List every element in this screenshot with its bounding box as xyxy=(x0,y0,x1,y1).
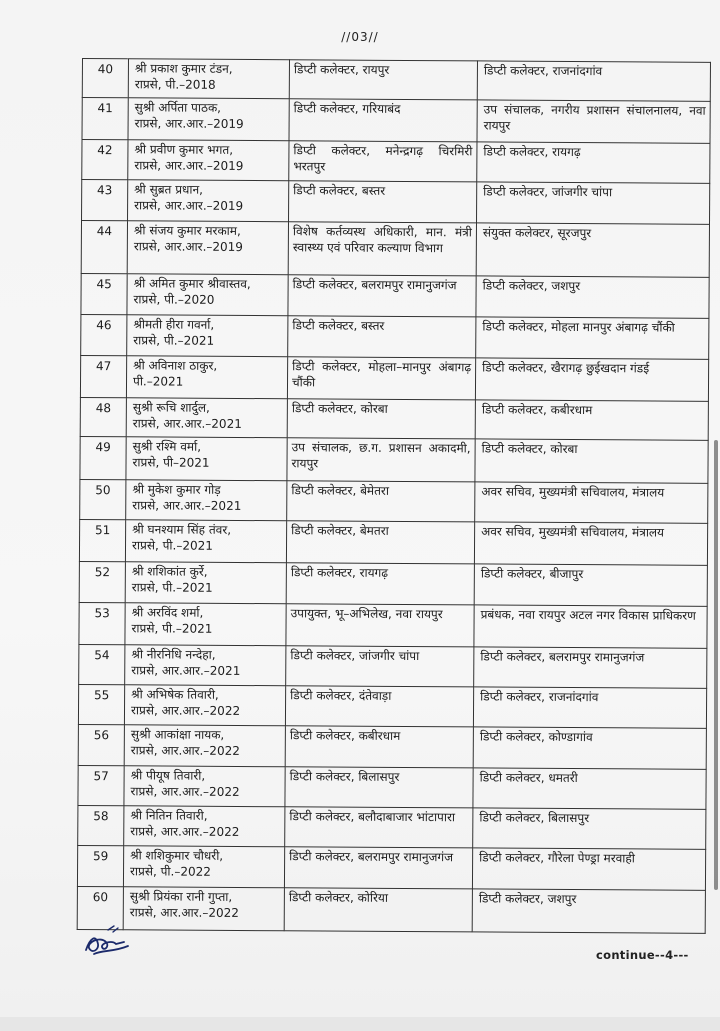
current-posting-cell: डिप्टी कलेक्टर, बेमतरा xyxy=(286,521,474,564)
officer-service-batch: राप्रसे, पी.–2021 xyxy=(131,620,213,636)
officer-name: सुश्री आकांक्षा नायक, xyxy=(130,727,225,742)
transfer-table-body xyxy=(77,59,710,934)
officer-cell xyxy=(128,59,289,99)
new-posting-cell: डिप्टी कलेक्टर, मोहला मानपुर अंबागढ़ चौंकी xyxy=(476,317,709,359)
current-posting-cell: डिप्टी कलेक्टर, बलरामपुर रामानुजगंज xyxy=(284,847,472,889)
officer-service-batch: राप्रसे, आर.आर.–2019 xyxy=(134,115,244,131)
officer-name: श्री अरविंद शर्मा, xyxy=(131,605,204,620)
officer-name: श्री शशिकांत कुर्रे, xyxy=(131,564,208,579)
serial-number: 41 xyxy=(97,101,113,116)
officer-service-batch: राप्रसे, आर.आर.–2021 xyxy=(131,662,241,678)
serial-number-cell xyxy=(80,397,126,436)
officer-cell xyxy=(125,645,286,686)
serial-number-cell xyxy=(82,98,128,140)
table-row xyxy=(80,397,708,440)
current-posting-cell: डिप्टी कलेक्टर, कबीरधाम xyxy=(285,726,473,768)
current-posting-cell: डिप्टी कलेक्टर, बलौदाबाजार भांटापारा xyxy=(285,807,473,848)
officer-cell xyxy=(123,887,284,931)
serial-number-cell xyxy=(79,602,125,644)
new-posting-cell: डिप्टी कलेक्टर, कबीरधाम xyxy=(475,400,708,440)
current-posting-cell: डिप्टी कलेक्टर, गरियाबंद xyxy=(289,99,477,142)
officer-cell xyxy=(125,520,286,563)
new-posting-cell: डिप्टी कलेक्टर, बीजापुर xyxy=(474,564,707,606)
new-posting-cell: डिप्टी कलेक्टर, जशपुर xyxy=(472,889,705,933)
officer-service-batch: पी.–2021 xyxy=(132,373,184,389)
officer-cell xyxy=(127,274,288,316)
serial-number: 47 xyxy=(95,359,112,374)
serial-number: 51 xyxy=(94,523,111,538)
new-posting-cell: डिप्टी कलेक्टर, बिलासपुर xyxy=(473,808,706,849)
serial-number: 45 xyxy=(96,277,112,292)
scrollbar[interactable] xyxy=(714,440,718,890)
current-posting-cell: डिप्टी कलेक्टर, दंतेवाड़ा xyxy=(285,686,473,727)
new-posting-cell: डिप्टी कलेक्टर, राजनांदगांव xyxy=(477,61,710,101)
officer-name: सुश्री रूचि शार्दुल, xyxy=(132,400,210,415)
new-posting-cell: डिप्टी कलेक्टर, कोरबा xyxy=(475,439,708,483)
table-row xyxy=(79,644,707,688)
new-posting-cell: डिप्टी कलेक्टर, रायगढ़ xyxy=(477,142,710,183)
current-posting-cell: डिप्टी कलेक्टर, मोहला–मानपुर अंबागढ़ चौंकी xyxy=(287,357,475,400)
officer-service-batch: राप्रसे, पी.–2020 xyxy=(133,291,215,307)
current-posting-cell: डिप्टी कलेक्टर, जांजगीर चांपा xyxy=(286,646,474,687)
serial-number-cell xyxy=(80,479,126,519)
new-posting-cell: अवर सचिव, मुख्यमंत्री सचिवालय, मंत्रालय xyxy=(475,482,708,523)
current-posting-cell: डिप्टी कलेक्टर, मनेन्द्रगढ़ चिरमिरी भरतपुर xyxy=(289,141,477,182)
new-posting-cell: उप संचालक, नगरीय प्रशासन संचालनालय, नवा रायपुर xyxy=(477,100,710,143)
officer-service-batch: राप्रसे, आर.आर.–2021 xyxy=(132,415,242,431)
table-row xyxy=(82,140,710,184)
table-row xyxy=(78,805,706,849)
bottom-band xyxy=(0,1017,720,1031)
officer-cell xyxy=(127,221,288,275)
serial-number-cell xyxy=(79,561,125,602)
officer-name: श्री घनश्याम सिंह तंवर, xyxy=(132,522,232,537)
current-posting-cell: डिप्टी कलेक्टर, कोरबा xyxy=(287,399,475,439)
table-row xyxy=(80,479,708,523)
serial-number: 43 xyxy=(97,183,113,198)
serial-number: 40 xyxy=(97,62,114,77)
table-row xyxy=(78,684,706,728)
page-number: //03// xyxy=(341,30,379,44)
officer-service-batch: राप्रसे, आर.आर.–2022 xyxy=(130,783,240,799)
serial-number: 46 xyxy=(96,318,112,333)
officer-name: श्री नीरनिधि नन्देहा, xyxy=(131,647,216,662)
serial-number-cell xyxy=(78,765,124,805)
officer-cell xyxy=(124,685,285,726)
officer-service-batch: राप्रसे, पी.–2021 xyxy=(131,537,213,553)
officer-cell xyxy=(124,766,285,807)
new-posting-cell: डिप्टी कलेक्टर, बलरामपुर रामानुजगंज xyxy=(474,647,707,688)
officer-cell xyxy=(128,98,289,141)
current-posting-cell: उप संचालक, छ.ग. प्रशासन अकादमी, रायपुर xyxy=(287,438,475,482)
officer-service-batch: राप्रसे, आर.आर.–2019 xyxy=(134,157,244,173)
serial-number: 58 xyxy=(93,809,109,824)
officer-cell xyxy=(126,356,287,399)
serial-number: 52 xyxy=(94,565,111,580)
table-row xyxy=(78,724,706,769)
current-posting-cell: डिप्टी कलेक्टर, बस्तर xyxy=(288,316,476,358)
officer-name: श्री प्रवीण कुमार भगत, xyxy=(134,142,234,157)
serial-number-cell xyxy=(81,221,127,274)
current-posting-cell: डिप्टी कलेक्टर, बस्तर xyxy=(289,181,477,223)
new-posting-cell: डिप्टी कलेक्टर, जशपुर xyxy=(476,276,709,318)
officer-cell xyxy=(128,140,289,181)
officer-cell xyxy=(128,180,289,222)
officer-name: सुश्री प्रियंका रानी गुप्ता, xyxy=(129,889,233,904)
new-posting-cell: डिप्टी कलेक्टर, खैरागढ़ छुईखदान गंडई xyxy=(475,358,708,401)
table-row xyxy=(81,221,709,278)
serial-number: 44 xyxy=(96,224,113,239)
serial-number: 60 xyxy=(92,890,109,905)
officer-service-batch: राप्रसे, पी.–2018 xyxy=(134,76,216,92)
officer-cell xyxy=(124,725,285,767)
continue-note: continue--4--- xyxy=(596,948,689,962)
current-posting-cell: डिप्टी कलेक्टर, रायगढ़ xyxy=(286,563,474,605)
new-posting-cell: प्रबंधक, नवा रायपुर अटल नगर विकास प्राधिकरण xyxy=(474,605,707,648)
table-row xyxy=(82,180,710,225)
serial-number-cell xyxy=(78,805,124,845)
officer-service-batch: राप्रसे, पी–2021 xyxy=(132,454,210,470)
officer-service-batch: राप्रसे, आर.आर.–2022 xyxy=(129,904,239,920)
table-row xyxy=(77,886,705,933)
officer-name: श्री संजय कुमार मरकाम, xyxy=(133,223,241,238)
serial-number-cell xyxy=(81,273,127,314)
signature-mark xyxy=(80,920,140,960)
current-posting-cell: डिप्टी कलेक्टर, बिलासपुर xyxy=(285,767,473,808)
serial-number-cell xyxy=(77,845,123,886)
officer-name: सुश्री अर्पिता पाठक, xyxy=(134,100,222,115)
officer-service-batch: राप्रसे, आर.आर.–2021 xyxy=(132,497,242,513)
serial-number: 53 xyxy=(94,606,110,621)
serial-number: 56 xyxy=(93,728,110,743)
officer-cell xyxy=(124,806,285,847)
table-row xyxy=(79,519,707,565)
officer-name: श्री पीयूष तिवारी, xyxy=(130,768,206,783)
serial-number: 54 xyxy=(94,648,110,663)
officer-name: श्री अमित कुमार श्रीवास्तव, xyxy=(133,276,251,292)
serial-number-cell xyxy=(80,436,126,479)
officer-service-batch: राप्रसे, आर.आर.–2022 xyxy=(130,742,240,758)
current-posting-cell: उपायुक्त, भू–अभिलेख, नवा रायपुर xyxy=(286,604,474,647)
new-posting-cell: डिप्टी कलेक्टर, गौरेला पेण्ड्रा मरवाही xyxy=(472,848,705,890)
officer-service-batch: राप्रसे, आर.आर.–2022 xyxy=(130,823,240,839)
new-posting-cell: अवर सचिव, मुख्यमंत्री सचिवालय, मंत्रालय xyxy=(474,522,707,565)
table-row xyxy=(82,59,710,102)
officer-name: श्रीमती हीरा गवर्ना, xyxy=(133,317,215,332)
table-row xyxy=(79,561,707,606)
officer-cell xyxy=(126,437,287,481)
officer-service-batch: राप्रसे, आर.आर.–2019 xyxy=(134,197,244,213)
table-row xyxy=(80,355,708,401)
transfer-table xyxy=(77,58,711,934)
serial-number: 59 xyxy=(92,849,109,864)
serial-number: 49 xyxy=(95,440,111,455)
officer-name: श्री अभिषेक तिवारी, xyxy=(131,687,219,702)
officer-service-batch: राप्रसे, आर.आर.–2019 xyxy=(133,238,244,254)
new-posting-cell: संयुक्त कलेक्टर, सूरजपुर xyxy=(476,223,709,277)
serial-number-cell xyxy=(78,724,124,765)
new-posting-cell: डिप्टी कलेक्टर, राजनांदगांव xyxy=(473,687,706,728)
officer-name: श्री प्रकाश कुमार टंडन, xyxy=(134,61,233,76)
table-row xyxy=(77,845,705,890)
serial-number-cell xyxy=(80,355,126,397)
table-row xyxy=(82,98,710,144)
new-posting-cell: डिप्टी कलेक्टर, धमतरी xyxy=(473,768,706,809)
new-posting-cell: डिप्टी कलेक्टर, कोण्डागांव xyxy=(473,727,706,769)
table-row xyxy=(81,273,709,318)
officer-service-batch: राप्रसे, पी.–2021 xyxy=(131,579,213,595)
officer-name: श्री मुकेश कुमार गोड़ xyxy=(132,482,221,497)
new-posting-cell: डिप्टी कलेक्टर, जांजगीर चांपा xyxy=(476,182,709,224)
officer-service-batch: राप्रसे, पी.–2022 xyxy=(129,863,211,879)
current-posting-cell: विशेष कर्तव्यस्थ अधिकारी, मान. मंत्री स्वास्थ्य एवं परिवार कल्याण विभाग xyxy=(288,222,476,276)
serial-number-cell xyxy=(82,180,128,221)
officer-name: श्री शशिकुमार चौधरी, xyxy=(130,848,224,863)
current-posting-cell: डिप्टी कलेक्टर, रायपुर xyxy=(289,60,477,100)
current-posting-cell: डिप्टी कलेक्टर, बलरामपुर रामानुजगंज xyxy=(288,275,476,317)
officer-name: श्री अविनाश ठाकुर, xyxy=(133,358,218,373)
table-row xyxy=(79,602,707,648)
serial-number: 50 xyxy=(95,483,111,498)
serial-number-cell xyxy=(79,519,125,561)
serial-number-cell xyxy=(79,644,125,684)
officer-cell xyxy=(125,603,286,646)
serial-number-cell xyxy=(81,314,127,355)
officer-cell xyxy=(126,398,287,438)
table-row xyxy=(80,436,708,483)
serial-number-cell xyxy=(82,140,128,180)
serial-number: 48 xyxy=(95,401,112,416)
serial-number: 55 xyxy=(93,688,110,703)
officer-cell xyxy=(125,562,286,604)
table-row xyxy=(81,314,709,359)
serial-number-cell xyxy=(82,59,128,98)
table-row xyxy=(78,765,706,809)
current-posting-cell: डिप्टी कलेक्टर, कोरिया xyxy=(284,888,472,932)
serial-number: 42 xyxy=(97,143,113,158)
current-posting-cell: डिप्टी कलेक्टर, बेमेतरा xyxy=(287,481,475,522)
officer-service-batch: राप्रसे, पी.–2021 xyxy=(133,332,215,348)
officer-name: श्री नितिन तिवारी, xyxy=(130,808,208,823)
officer-cell xyxy=(127,315,288,357)
officer-cell xyxy=(126,480,287,521)
officer-name: सुश्री रश्मि वर्मा, xyxy=(132,439,202,454)
officer-cell xyxy=(123,846,284,888)
officer-name: श्री सुब्रत प्रधान, xyxy=(134,182,204,197)
officer-service-batch: राप्रसे, आर.आर.–2022 xyxy=(130,702,241,718)
serial-number-cell xyxy=(78,684,124,724)
serial-number: 57 xyxy=(93,769,109,784)
